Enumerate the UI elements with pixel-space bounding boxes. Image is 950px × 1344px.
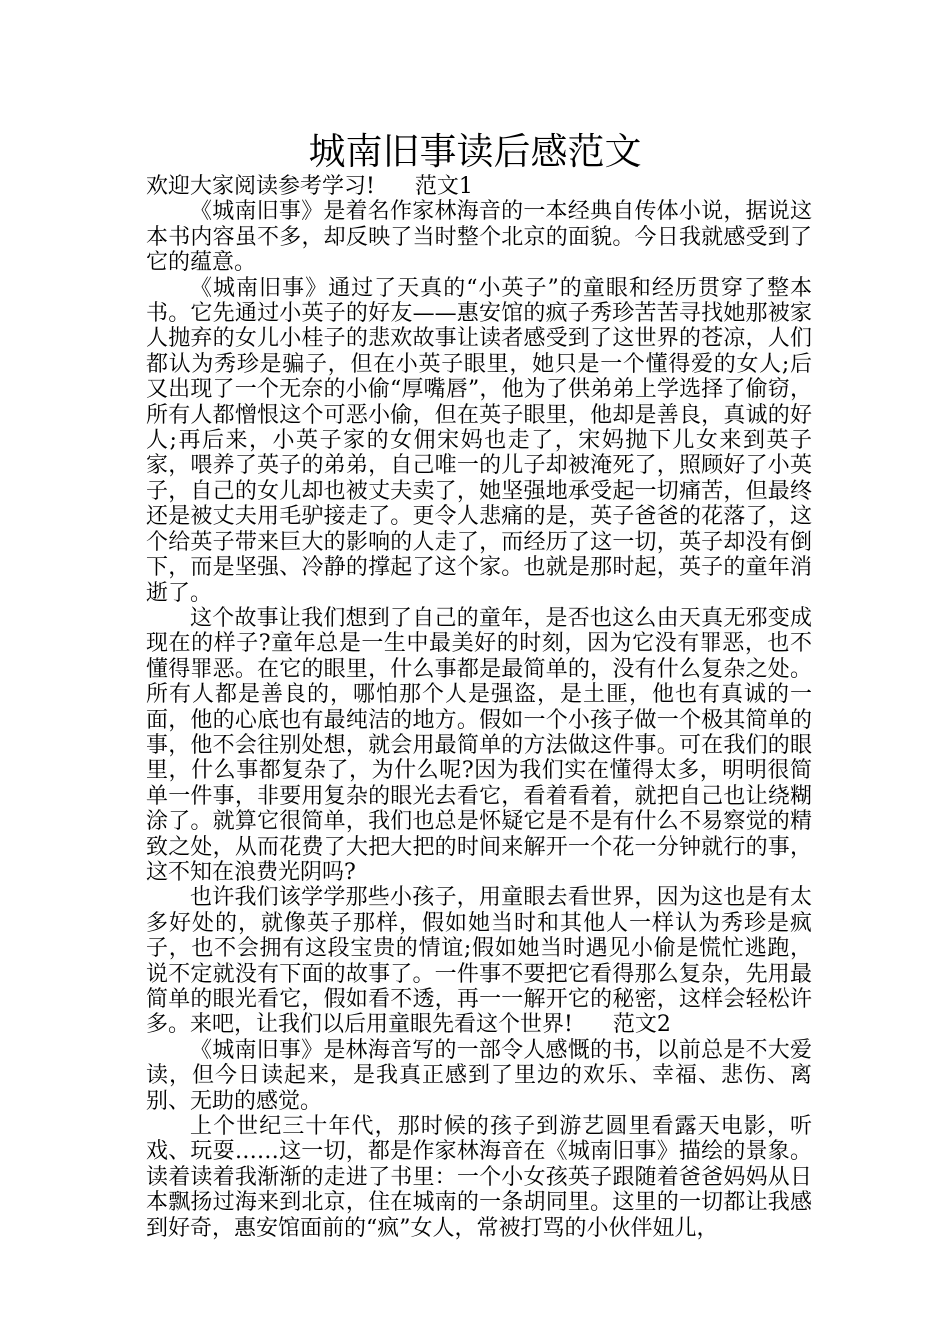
paragraph: 《城南旧事》通过了天真的“小英子”的童眼和经历贯穿了整本书。它先通过小英子的好友——惠安馆的疯子秀珍苦苦寻找她那被家人抛弃的女儿小桂子的悲欢故事让读者感受到了这世界的苍凉，人们都认为秀珍是骗子，但在小英子眼里，她只是一个懂得爱的女人;后又出现了一个无奈的小偷“厚嘴唇”，他为了供弟弟上学选择了偷窃，所有人都憎恨这个可恶小偷，但在英子眼里，他却是善良，真诚的好人;再后来，小英子家的女佣宋妈也走了，宋妈抛下儿女来到英子家，喂养了英子的弟弟，自己唯一的儿子却被淹死了，照顾好了小英子，自己的女儿却也被丈夫卖了，她坚强地承受起一切痛苦，但最终还是被丈夫用毛驴接走了。更令人悲痛的是，英子爸爸的花落了，这个给英子带来巨大的影响的人走了，而经历了这一切，英子却没有倒下，而是坚强、冷静的撑起了这个家。也就是那时起，英子的童年消逝了。 — [146, 275, 812, 606]
paragraph: 《城南旧事》是林海音写的一部令人感慨的书，以前总是不大爱读，但今日读起来，是我真正感到了里边的欢乐、幸福、悲伤、离别、无助的感觉。 — [146, 1037, 812, 1114]
section-label-2: 范文2 — [612, 1012, 671, 1038]
paragraph: 也许我们该学学那些小孩子，用童眼去看世界，因为这也是有太多好处的，就像英子那样，假如她当时和其他人一样认为秀珍是疯子，也不会拥有这段宝贵的情谊;假如她当时遇见小偷是慌忙逃跑，说不定就没有下面的故事了。一件事不要把它看得那么复杂，先用最简单的眼光看它，假如看不透，再一一解开它的秘密，这样会轻松许多。来吧，让我们以后用童眼先看这个世界! — [146, 885, 812, 1038]
document-body — [146, 174, 812, 1241]
intro-line — [146, 174, 812, 199]
section-label-1: 范文1 — [414, 174, 473, 199]
intro-text: 欢迎大家阅读参考学习! — [146, 174, 375, 199]
document-title: 城南旧事读后感范文 — [308, 130, 642, 173]
paragraph: 这个故事让我们想到了自己的童年，是否也这么由天真无邪变成现在的样子?童年总是一生中最美好的时刻，因为它没有罪恶，也不懂得罪恶。在它的眼里，什么事都是最简单的，没有什么复杂之处。所有人都是善良的，哪怕那个人是强盗，是土匪，他也有真诚的一面，他的心底也有最纯洁的地方。假如一个小孩子做一个极其简单的事，他不会往别处想，就会用最简单的方法做这件事。可在我们的眼里，什么事都复杂了，为什么呢?因为我们实在懂得太多，明明很简单一件事，非要用复杂的眼光去看它，看着看着，就把自己也让绕糊涂了。就算它很简单，我们也总是怀疑它是不是有什么不易察觉的精致之处，从而花费了大把大把的时间来解开一个花一分钟就行的事，这不知在浪费光阴吗? — [146, 605, 812, 885]
paragraph: 《城南旧事》是着名作家林海音的一本经典自传体小说，据说这本书内容虽不多，却反映了当时整个北京的面貌。今日我就感受到了它的蕴意。 — [146, 199, 812, 276]
paragraph: 上个世纪三十年代，那时候的孩子到游艺圆里看露天电影，听戏、玩耍……这一切，都是作家林海音在《城南旧事》描绘的景象。读着读着我渐渐的走进了书里：一个小女孩英子跟随着爸爸妈妈从日本飘扬过海来到北京，住在城南的一条胡同里。这里的一切都让我感到好奇，惠安馆面前的“疯”女人，常被打骂的小伙伴妞儿， — [146, 1114, 812, 1241]
paragraph-with-section-label — [146, 885, 812, 1037]
